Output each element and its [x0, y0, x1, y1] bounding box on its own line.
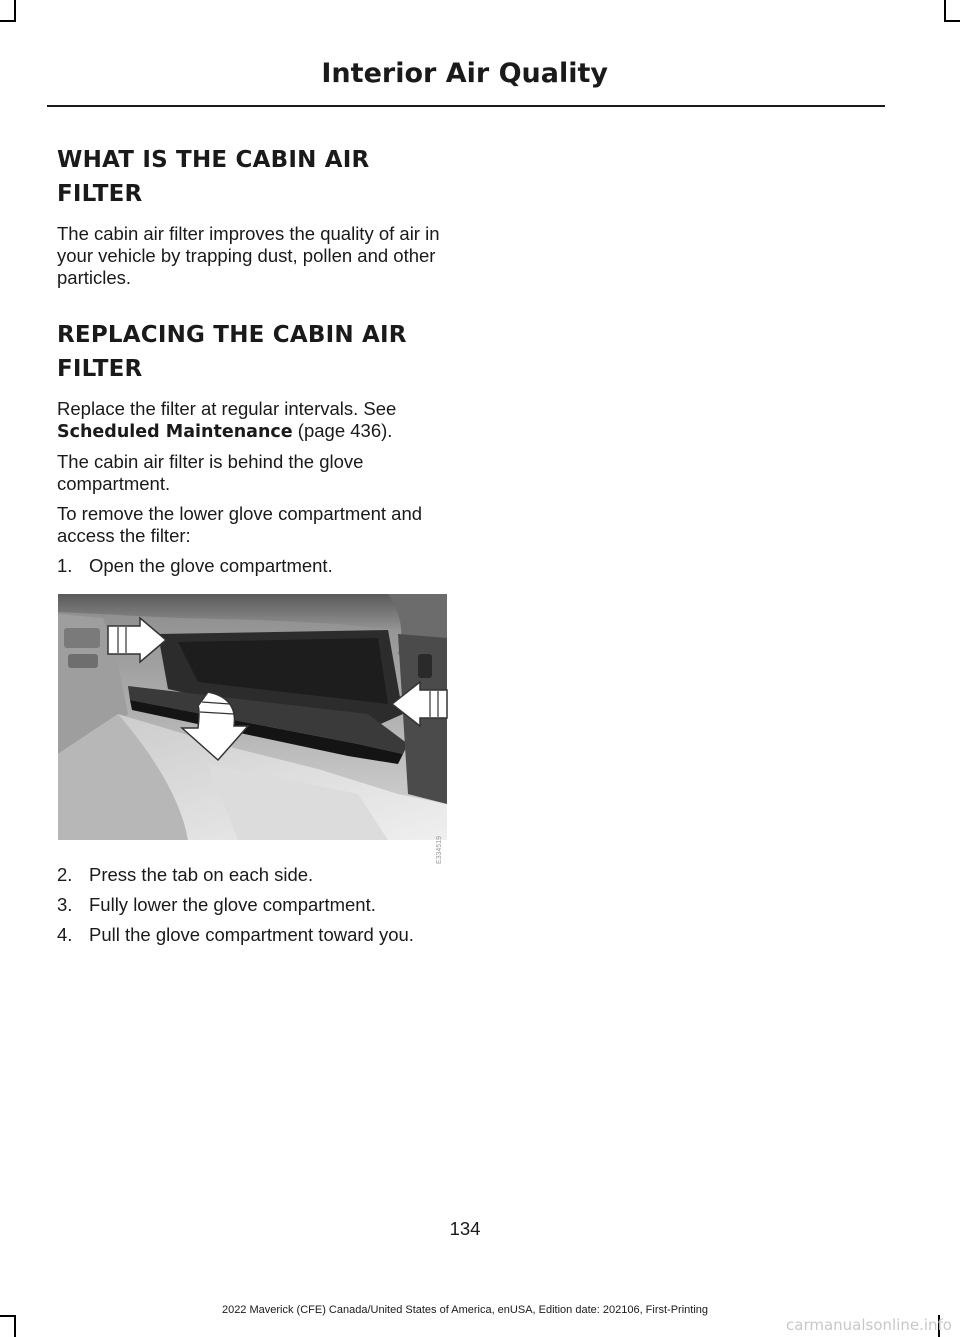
steps-list-second — [57, 864, 449, 946]
heading-line-1: REPLACING THE CABIN AIR — [57, 322, 407, 348]
page-header-title: Interior Air Quality — [321, 58, 608, 89]
crop-mark-top-right-v — [944, 0, 946, 22]
paragraph-intervals — [57, 398, 449, 443]
glove-compartment-drawing — [58, 594, 447, 840]
step-number: 3. — [57, 894, 73, 915]
heading-line-1: WHAT IS THE CABIN AIR — [57, 147, 370, 173]
crop-mark-top-right-h — [944, 20, 960, 22]
edition-footer: 2022 Maverick (CFE) Canada/United States of America, enUSA, Edition date: 202106, First-Printing — [221, 1304, 709, 1316]
heading-line-2: FILTER — [57, 356, 143, 382]
paragraph-remove-intro: To remove the lower glove compartment and access the filter: — [57, 503, 423, 546]
step-text: Fully lower the glove compartment. — [89, 894, 376, 915]
section-heading-replacing — [57, 318, 449, 386]
crop-mark-top-left-v — [14, 0, 16, 22]
crop-mark-top-left-h — [0, 20, 16, 22]
list-item — [57, 924, 449, 946]
list-item — [57, 555, 449, 577]
page-number: 134 — [449, 1218, 481, 1239]
list-item — [57, 894, 449, 916]
glove-compartment-illustration — [58, 594, 447, 865]
crop-mark-bottom-left-v — [14, 1315, 16, 1337]
paragraph-location: The cabin air filter is behind the glove compartment. — [57, 451, 364, 494]
step-number: 4. — [57, 924, 73, 945]
steps-list-first — [57, 555, 449, 577]
step-text: Press the tab on each side. — [89, 864, 314, 885]
header-rule — [47, 105, 885, 107]
figure-code: E334519 — [436, 836, 443, 865]
content-column-continued — [57, 864, 449, 954]
section-heading-what-is — [57, 143, 449, 211]
step-text: Open the glove compartment. — [89, 555, 333, 576]
list-item — [57, 864, 449, 886]
step-number: 2. — [57, 864, 73, 885]
step-text: Pull the glove compartment toward you. — [89, 924, 414, 945]
section-body-what-is: The cabin air filter improves the quality of air in your vehicle by trapping dust, pollen and other particles. — [57, 223, 440, 288]
heading-line-2: FILTER — [57, 181, 143, 207]
watermark: carmanualsonline.info — [786, 1316, 952, 1334]
scheduled-maintenance-link[interactable]: Scheduled Maintenance — [57, 422, 293, 442]
content-column — [57, 143, 449, 585]
intervals-text: Replace the filter at regular intervals. See — [57, 398, 397, 419]
step-number: 1. — [57, 555, 73, 576]
page-reference: (page 436). — [292, 420, 393, 441]
